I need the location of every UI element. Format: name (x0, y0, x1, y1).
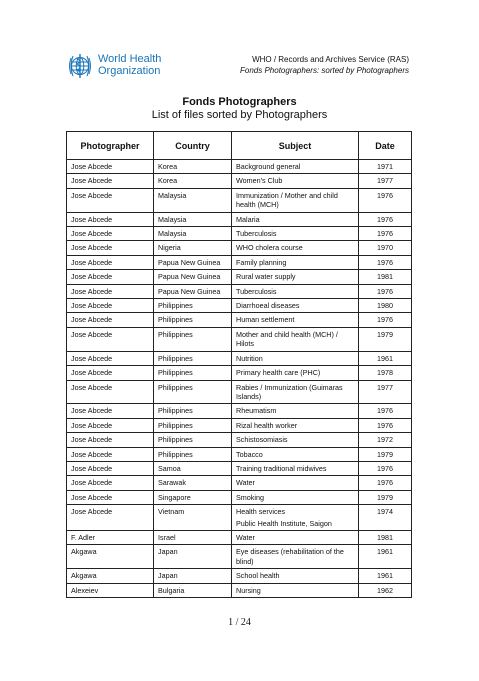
cell-date-text: 1976 (377, 420, 393, 430)
cell-country-text: Vietnam (158, 507, 185, 517)
cell-subject-text: Water (236, 478, 255, 488)
cell-country (154, 461, 232, 475)
who-emblem-icon (66, 52, 94, 80)
cell-date-text: 1981 (377, 272, 393, 282)
document-subtitle: List of files sorted by Photographers (151, 109, 328, 121)
cell-subject-text: Malaria (236, 214, 260, 224)
cell-date-text: 1976 (377, 229, 393, 239)
cell-photographer-text: Jose Abcede (71, 368, 113, 378)
cell-photographer (67, 241, 154, 255)
table-row (67, 545, 412, 569)
cell-country-text: Korea (158, 162, 178, 171)
column-header-country: Country (154, 132, 232, 160)
cell-country-text: Philippines (158, 368, 193, 378)
table-row (67, 461, 412, 475)
cell-photographer-text: Jose Abcede (71, 214, 113, 224)
cell-date (359, 327, 412, 351)
cell-country-text: Singapore (158, 492, 191, 502)
cell-subject (232, 418, 359, 432)
cell-date-text: 1974 (377, 507, 393, 517)
cell-country-text: Malaysia (158, 229, 187, 239)
cell-date (359, 351, 412, 365)
cell-photographer (67, 255, 154, 269)
cell-subject-text: Training traditional midwives (236, 463, 327, 473)
cell-photographer-text: Jose Abcede (71, 382, 113, 392)
cell-subject (232, 461, 359, 475)
cell-photographer (67, 404, 154, 418)
cell-subject-text: Water (236, 532, 255, 542)
cell-subject-text: Smoking (236, 492, 264, 502)
cell-country-text: Korea (158, 176, 178, 186)
table-row (67, 433, 412, 447)
cell-date-text: 1979 (377, 329, 393, 339)
cell-country-text: Sarawak (158, 478, 186, 488)
cell-country-text: Philippines (158, 382, 193, 392)
cell-subject (232, 241, 359, 255)
cell-subject-text: Nutrition (236, 353, 263, 363)
cell-country (154, 160, 232, 174)
cell-country-text: Papua New Guinea (158, 286, 221, 296)
cell-subject (232, 212, 359, 226)
cell-date-text: 1979 (377, 492, 393, 502)
cell-subject (232, 490, 359, 504)
table-row (67, 299, 412, 313)
cell-photographer (67, 569, 154, 583)
cell-photographer (67, 583, 154, 597)
table-row (67, 490, 412, 504)
org-name (98, 53, 161, 77)
cell-country (154, 299, 232, 313)
cell-photographer-text: Jose Abcede (71, 406, 113, 416)
cell-country (154, 433, 232, 447)
cell-photographer-text: Jose Abcede (71, 478, 113, 488)
cell-subject-text: Family planning (236, 257, 287, 267)
cell-country-text: Malaysia (158, 190, 187, 200)
cell-subject-extra-text: Public Health Institute, Saigon (236, 518, 332, 528)
cell-subject-text: Schistosomiasis (236, 435, 288, 445)
cell-subject-text: Rizal health worker (236, 420, 298, 430)
cell-photographer-text: Jose Abcede (71, 272, 113, 282)
cell-photographer (67, 418, 154, 432)
cell-date-text: 1961 (377, 547, 393, 557)
cell-photographer (67, 212, 154, 226)
cell-subject-text: Eye diseases (rehabilitation of the blind) (236, 547, 344, 566)
table-row (67, 569, 412, 583)
cell-subject-text: Immunization / Mother and child health (MCH) (236, 190, 338, 210)
cell-photographer (67, 284, 154, 298)
cell-country-text: Japan (158, 547, 178, 557)
cell-country (154, 270, 232, 284)
cell-subject-text: Nursing (236, 585, 261, 595)
cell-date (359, 447, 412, 461)
cell-country (154, 583, 232, 597)
cell-photographer-text: Jose Abcede (71, 507, 113, 517)
cell-date (359, 433, 412, 447)
cell-country-text: Philippines (158, 406, 193, 416)
cell-photographer (67, 313, 154, 327)
cell-country (154, 545, 232, 569)
column-header-subject: Subject (232, 132, 359, 160)
cell-subject (232, 583, 359, 597)
photographers-table (66, 131, 412, 598)
who-logo (66, 52, 216, 80)
cell-date (359, 545, 412, 569)
cell-photographer (67, 174, 154, 188)
cell-photographer-text: Jose Abcede (71, 463, 113, 473)
cell-subject-text: Rabies / Immunization (Guimaras Islands) (236, 382, 343, 401)
document-title: Fonds Photographers (182, 96, 297, 108)
table-row (67, 418, 412, 432)
cell-photographer (67, 447, 154, 461)
cell-subject (232, 227, 359, 241)
cell-subject (232, 476, 359, 490)
table-body (67, 160, 412, 598)
cell-subject (232, 366, 359, 380)
cell-date (359, 404, 412, 418)
cell-photographer (67, 299, 154, 313)
cell-photographer-text: Jose Abcede (71, 329, 113, 339)
cell-photographer-text: Jose Abcede (71, 435, 113, 445)
cell-photographer-text: F. Adler (71, 532, 95, 542)
table-row (67, 212, 412, 226)
cell-photographer-text: Alexeiev (71, 585, 99, 595)
cell-date (359, 366, 412, 380)
cell-subject-text: Women's Club (236, 176, 283, 186)
cell-subject-text: Tobacco (236, 449, 263, 459)
cell-photographer (67, 505, 154, 531)
header-right (240, 54, 409, 76)
cell-subject-text: Diarrhoeal diseases (236, 301, 300, 311)
cell-date (359, 299, 412, 313)
cell-subject (232, 433, 359, 447)
cell-photographer-text: Jose Abcede (71, 315, 113, 325)
cell-photographer (67, 160, 154, 174)
cell-date-text: 1976 (377, 315, 393, 325)
table-row (67, 327, 412, 351)
cell-subject (232, 174, 359, 188)
table-row (67, 255, 412, 269)
cell-date-text: 1977 (377, 382, 393, 392)
cell-country (154, 476, 232, 490)
cell-subject-text: WHO cholera course (236, 243, 303, 253)
cell-photographer-text: Jose Abcede (71, 176, 113, 186)
cell-date-text: 1972 (377, 435, 393, 445)
cell-date-text: 1976 (377, 406, 393, 416)
cell-country-text: Papua New Guinea (158, 272, 221, 282)
table-row (67, 241, 412, 255)
cell-country (154, 380, 232, 404)
cell-photographer (67, 545, 154, 569)
cell-date (359, 241, 412, 255)
cell-date (359, 583, 412, 597)
cell-country-text: Samoa (158, 463, 181, 473)
cell-subject (232, 530, 359, 544)
cell-country (154, 404, 232, 418)
cell-subject (232, 545, 359, 569)
cell-date (359, 160, 412, 174)
cell-date-text: 1976 (377, 214, 393, 224)
column-header-date: Date (359, 132, 412, 160)
table-row (67, 351, 412, 365)
cell-country (154, 313, 232, 327)
cell-date (359, 476, 412, 490)
table-row (67, 270, 412, 284)
cell-date (359, 505, 412, 531)
cell-date (359, 212, 412, 226)
cell-country-text: Bulgaria (158, 585, 185, 595)
cell-subject-text: Human settlement (236, 315, 295, 325)
cell-date (359, 174, 412, 188)
table-row (67, 174, 412, 188)
table-row (67, 505, 412, 531)
cell-date-text: 1961 (377, 571, 393, 581)
cell-subject (232, 299, 359, 313)
cell-date-text: 1977 (377, 176, 393, 186)
cell-date (359, 380, 412, 404)
cell-country (154, 227, 232, 241)
cell-country (154, 351, 232, 365)
cell-country-text: Japan (158, 571, 178, 581)
cell-photographer (67, 351, 154, 365)
cell-subject (232, 505, 359, 531)
cell-subject (232, 270, 359, 284)
cell-photographer (67, 461, 154, 475)
cell-date-text: 1971 (377, 162, 393, 171)
cell-subject (232, 380, 359, 404)
page-number: 1 / 24 (228, 617, 251, 628)
cell-country (154, 327, 232, 351)
table-row (67, 530, 412, 544)
cell-country-text: Papua New Guinea (158, 257, 221, 267)
cell-date (359, 313, 412, 327)
cell-photographer (67, 227, 154, 241)
cell-date-text: 1976 (377, 190, 393, 200)
table-row (67, 284, 412, 298)
cell-country (154, 366, 232, 380)
table-row (67, 476, 412, 490)
cell-country-text: Philippines (158, 449, 193, 459)
cell-country (154, 212, 232, 226)
cell-country (154, 188, 232, 212)
cell-date (359, 188, 412, 212)
cell-photographer-text: Jose Abcede (71, 190, 113, 200)
header-service: WHO / Records and Archives Service (RAS) (252, 55, 409, 64)
cell-subject-text: Primary health care (PHC) (236, 368, 321, 378)
cell-subject-text: Tuberculosis (236, 286, 277, 296)
cell-country-text: Philippines (158, 353, 193, 363)
cell-date (359, 284, 412, 298)
cell-country-text: Israel (158, 532, 176, 542)
cell-subject (232, 313, 359, 327)
cell-photographer (67, 433, 154, 447)
cell-country (154, 530, 232, 544)
cell-subject (232, 284, 359, 298)
cell-country (154, 241, 232, 255)
header-fonds: Fonds Photographers: sorted by Photographers (240, 66, 409, 75)
cell-date-text: 1981 (377, 532, 393, 542)
cell-photographer-text: Jose Abcede (71, 449, 113, 459)
cell-photographer (67, 530, 154, 544)
cell-photographer (67, 188, 154, 212)
cell-country (154, 505, 232, 531)
cell-date-text: 1962 (377, 585, 393, 595)
cell-date-text: 1976 (377, 286, 393, 296)
cell-country (154, 174, 232, 188)
table-row (67, 447, 412, 461)
cell-photographer-text: Jose Abcede (71, 162, 113, 171)
cell-photographer-text: Jose Abcede (71, 229, 113, 239)
cell-photographer-text: Akgawa (71, 547, 97, 557)
cell-subject (232, 160, 359, 174)
cell-subject-text: Tuberculosis (236, 229, 277, 239)
table-row (67, 366, 412, 380)
cell-country-text: Nigeria (158, 243, 181, 253)
cell-date-text: 1980 (377, 301, 393, 311)
cell-date (359, 490, 412, 504)
table-row (67, 313, 412, 327)
cell-subject (232, 447, 359, 461)
cell-photographer-text: Jose Abcede (71, 243, 113, 253)
cell-photographer-text: Jose Abcede (71, 420, 113, 430)
cell-date-text: 1978 (377, 368, 393, 378)
cell-date (359, 530, 412, 544)
cell-country (154, 255, 232, 269)
cell-country-text: Philippines (158, 435, 193, 445)
cell-country-text: Philippines (158, 301, 193, 311)
cell-date-text: 1979 (377, 449, 393, 459)
table-row (67, 380, 412, 404)
cell-date-text: 1976 (377, 478, 393, 488)
cell-date (359, 255, 412, 269)
cell-photographer-text: Jose Abcede (71, 353, 113, 363)
cell-country (154, 569, 232, 583)
column-header-photographer: Photographer (67, 132, 154, 160)
cell-photographer (67, 476, 154, 490)
cell-date (359, 569, 412, 583)
cell-country (154, 284, 232, 298)
cell-date (359, 227, 412, 241)
cell-subject-text: Rural water supply (236, 272, 296, 282)
table-row (67, 227, 412, 241)
cell-subject-text: School health (236, 571, 280, 581)
cell-country (154, 447, 232, 461)
cell-subject (232, 351, 359, 365)
cell-photographer (67, 270, 154, 284)
org-name-line1: World Health (98, 53, 162, 65)
cell-photographer-text: Jose Abcede (71, 286, 113, 296)
cell-country-text: Malaysia (158, 214, 187, 224)
cell-photographer (67, 366, 154, 380)
table-row (67, 160, 412, 174)
cell-subject-text: Background general (236, 162, 301, 171)
table-row (67, 188, 412, 212)
cell-date (359, 461, 412, 475)
cell-country-text: Philippines (158, 315, 193, 325)
cell-date-text: 1976 (377, 463, 393, 473)
table-row (67, 583, 412, 597)
cell-subject-text: Rheumatism (236, 406, 277, 416)
cell-subject (232, 569, 359, 583)
cell-photographer-text: Akgawa (71, 571, 97, 581)
cell-country-text: Philippines (158, 420, 193, 430)
cell-date-text: 1961 (377, 353, 393, 363)
cell-photographer (67, 327, 154, 351)
cell-subject (232, 255, 359, 269)
cell-country (154, 490, 232, 504)
cell-photographer-text: Jose Abcede (71, 257, 113, 267)
cell-photographer (67, 490, 154, 504)
cell-country-text: Philippines (158, 329, 193, 339)
cell-country (154, 418, 232, 432)
cell-photographer-text: Jose Abcede (71, 301, 113, 311)
table-header-row (67, 132, 412, 160)
cell-photographer (67, 380, 154, 404)
cell-date (359, 270, 412, 284)
cell-date-text: 1970 (377, 243, 393, 253)
cell-subject (232, 404, 359, 418)
cell-date-text: 1976 (377, 257, 393, 267)
cell-subject (232, 327, 359, 351)
org-name-line2: Organization (98, 65, 161, 77)
cell-date (359, 418, 412, 432)
cell-subject (232, 188, 359, 212)
table-row (67, 404, 412, 418)
cell-subject-text: Mother and child health (MCH) / Hilots (236, 329, 338, 349)
cell-subject-text: Health services (236, 507, 286, 517)
cell-photographer-text: Jose Abcede (71, 492, 113, 502)
